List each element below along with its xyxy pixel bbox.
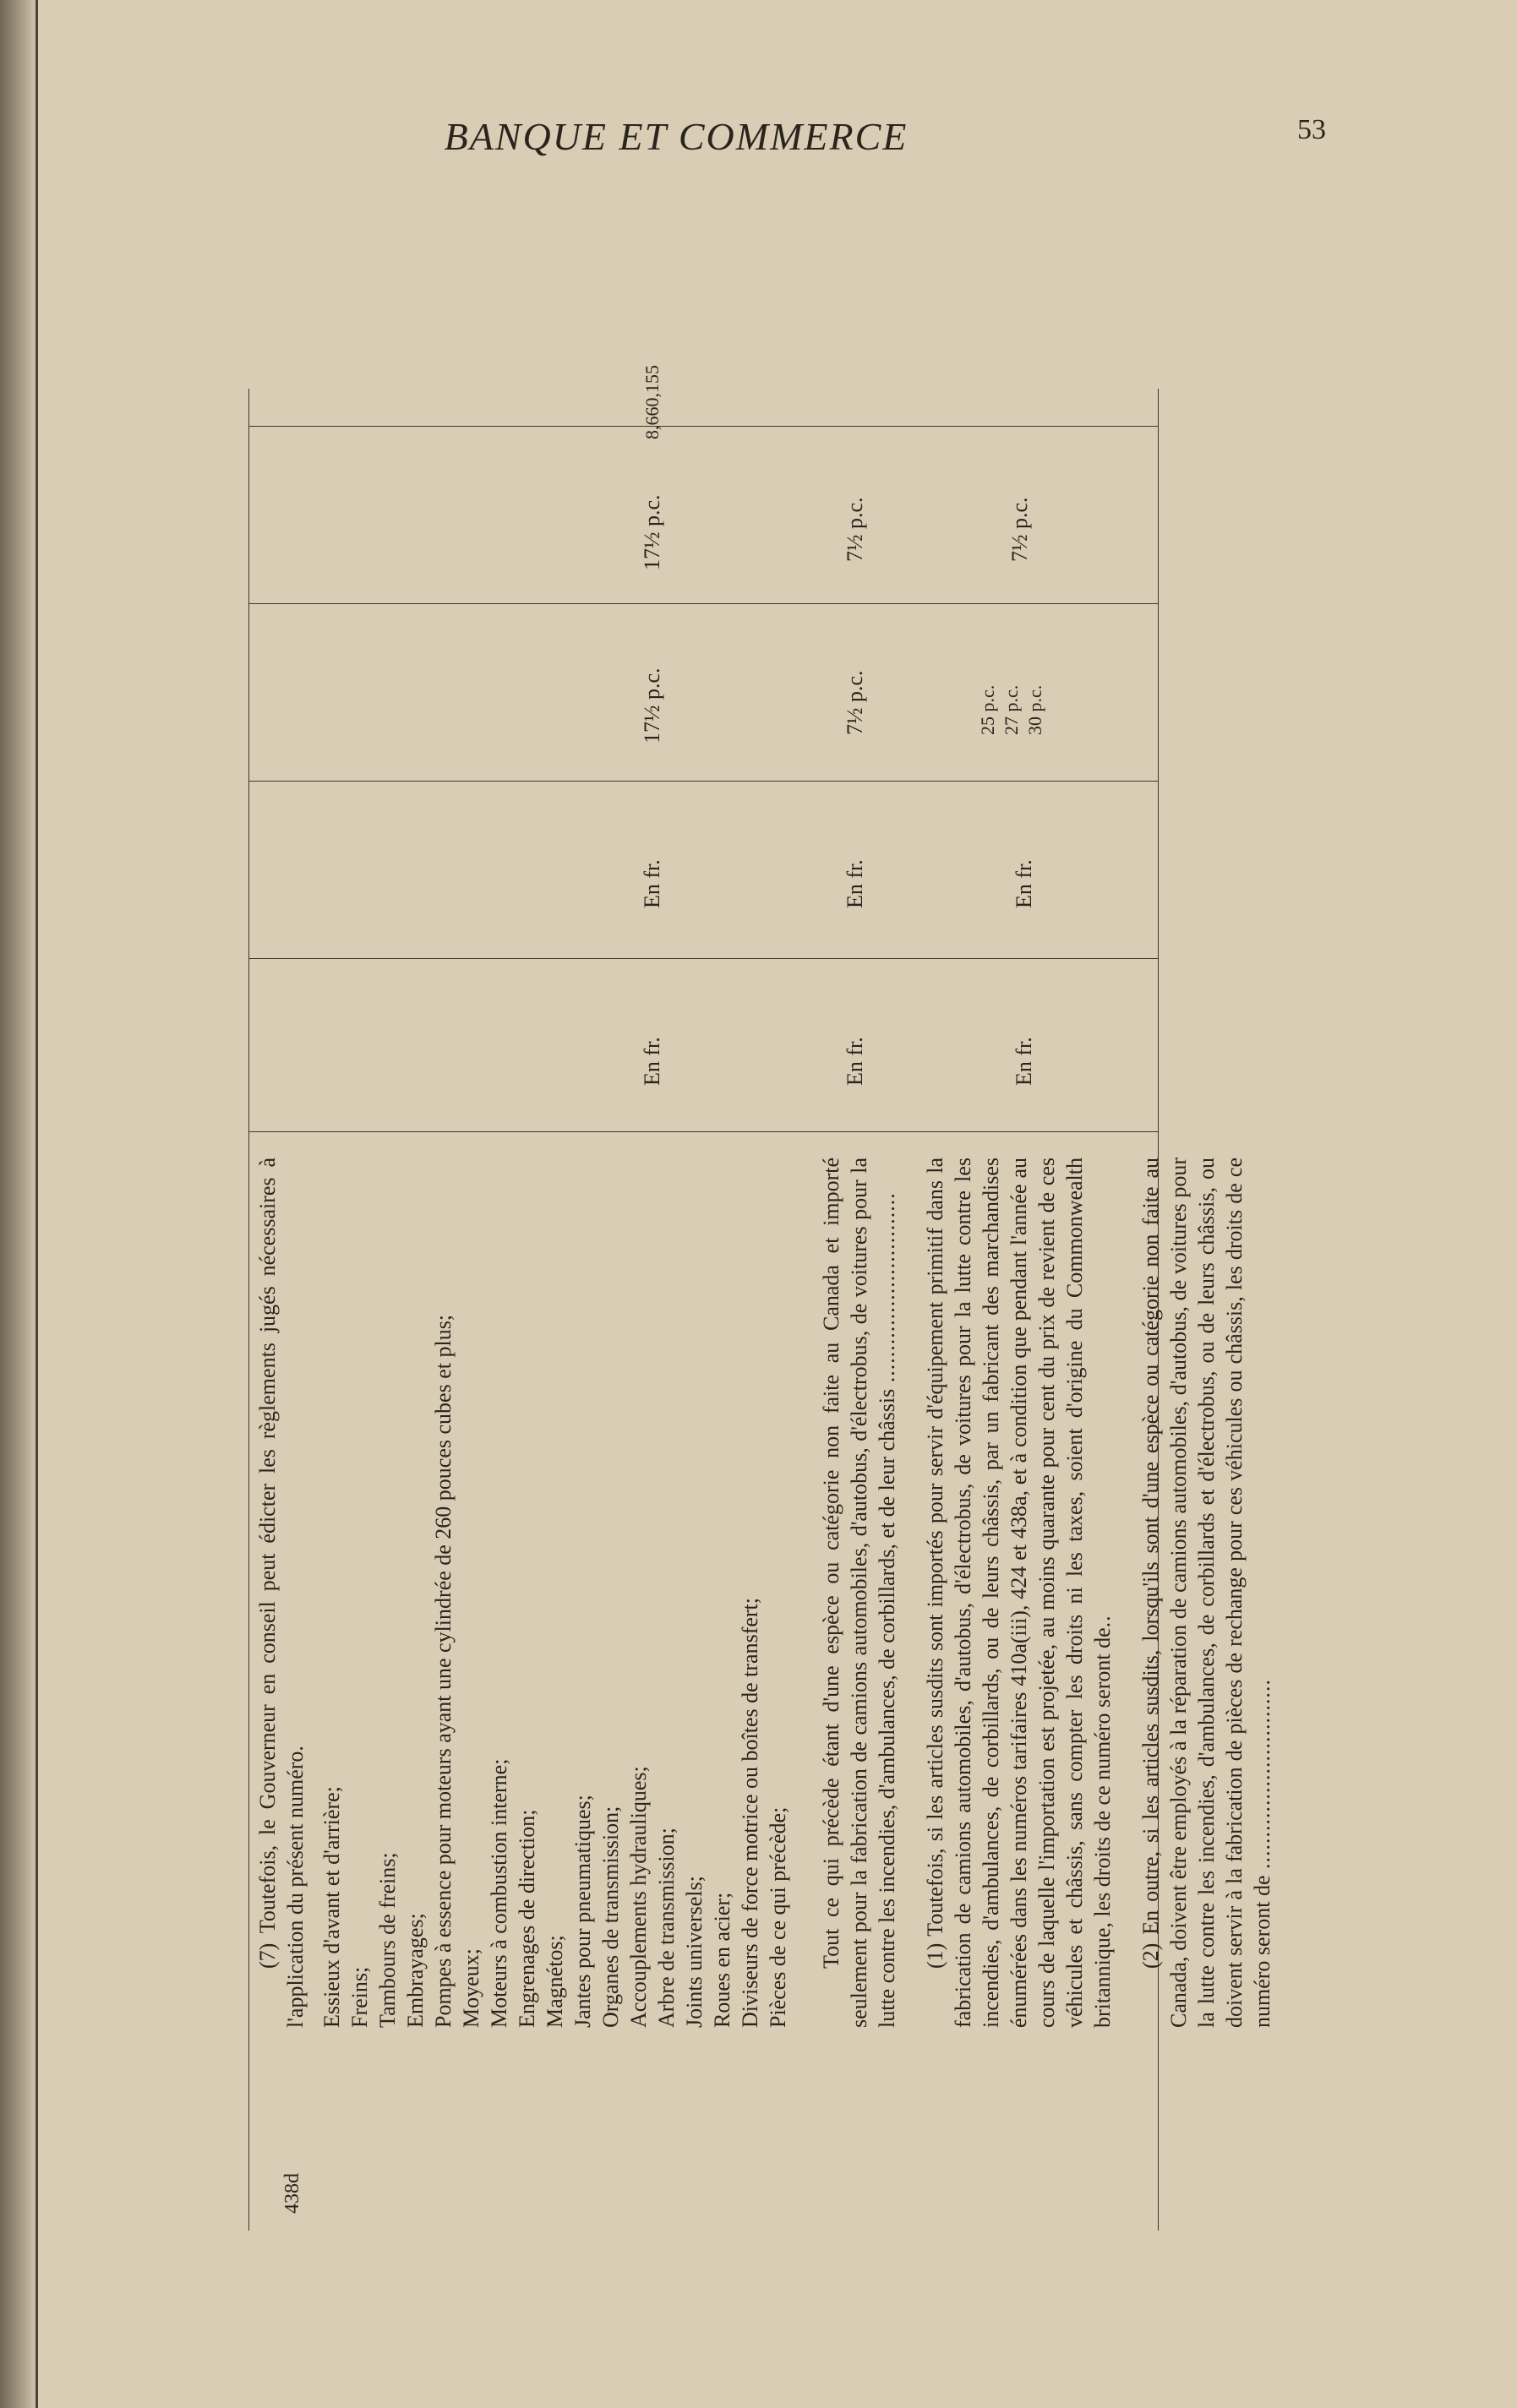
table-top-rule: [248, 389, 249, 2231]
column-rule-5: [248, 426, 1158, 427]
row1-col3-rate: 17½ p.c.: [640, 667, 664, 744]
list-item: Joints universels;: [682, 1876, 707, 2028]
row3-col4-rate: 7½ p.c.: [1007, 497, 1032, 562]
row1-col5-value: 8,660,155: [641, 365, 663, 439]
clause-main-text: Tout ce qui précède étant d'une espèce ou catégorie non faite au Canada et importé seulement pour la fabrication de camions automobiles, d'autobus, d'électrobus, de voitures pour la lutte contre les incendies, d'ambulances, de corbillards, et de leur châssis: [819, 1158, 899, 2028]
row1-col4-rate: 17½ p.c.: [640, 494, 664, 570]
page-header-title: BANQUE ET COMMERCE: [444, 115, 909, 158]
list-item: Diviseurs de force motrice ou boîtes de transfert;: [738, 1598, 762, 2028]
row3-col1-rate: En fr.: [1012, 1037, 1036, 1086]
list-item: Accouplements hydrauliques;: [626, 1766, 651, 2028]
list-item: Arbre de transmission;: [654, 1828, 679, 2028]
row2-col4-rate: 7½ p.c.: [843, 497, 867, 562]
row1-col1-rate: En fr.: [640, 1037, 664, 1086]
row3-col3-rate-c: 30 p.c.: [1024, 684, 1045, 735]
row3-col2-rate: En fr.: [1012, 859, 1036, 908]
list-item: Embrayages;: [403, 1913, 428, 2028]
list-item: Roues en acier;: [710, 1892, 734, 2028]
column-rule-1: [248, 1131, 1158, 1132]
page-number: 53: [1297, 114, 1326, 145]
clause-main: [817, 1158, 901, 2028]
column-rule-4: [248, 603, 1158, 604]
book-spine-shadow: [0, 0, 35, 2408]
leader-dots: ..............................: [875, 1192, 899, 1389]
row1-col2-rate: En fr.: [640, 859, 664, 908]
row2-col3-rate: 7½ p.c.: [843, 670, 867, 735]
list-item: Jantes pour pneumatiques;: [570, 1795, 595, 2028]
row3-col3-rate-b: 27 p.c.: [1001, 684, 1022, 735]
clause-1: [921, 1158, 1116, 2028]
row3-col3-rate-a: 25 p.c.: [977, 684, 998, 735]
list-item: Pièces de ce qui précède;: [766, 1806, 790, 2028]
row2-col1-rate: En fr.: [843, 1037, 867, 1086]
list-item: Pompes à essence pour moteurs ayant une cylindrée de 260 pouces cubes et plus;: [431, 1314, 456, 2028]
list-item: Engrenages de direction;: [515, 1809, 539, 2028]
tariff-description: [254, 1158, 1276, 2028]
clause-2: [1137, 1158, 1276, 2028]
leader-dots: ..: [1090, 1615, 1115, 1628]
row2-col2-rate: En fr.: [843, 859, 867, 908]
list-item: Essieux d'avant et d'arrière;: [319, 1786, 344, 2028]
column-rule-3: [248, 781, 1158, 782]
clause-2-text: (2) En outre, si les articles susdits, lorsqu'ils sont d'une espèce ou catégorie non faite au Canada, doivent être employés à la réparation de camions automobiles, d'autobus, de voitures pour la lutte contre les incendies, d'ambulances, de corbillards et d'électrobus, ou de leurs châssis, ou doivent servir à la fabrication de pièces de rechange pour ces véhicules ou châssis, les droits de ce numéro seront de: [1138, 1158, 1274, 2028]
regulation-clause: (7) Toutefois, le Gouverneur en conseil peut édicter les règlements jugés nécessaires à l'application du présent numéro.: [255, 1158, 308, 2028]
parts-list: [318, 1158, 792, 2028]
clause-1-text: (1) Toutefois, si les articles susdits sont importés pour servir d'équipement primitif dans la fabrication de camions automobiles, d'autobus, d'électrobus, de voitures pour la lutte contre les incendies, d'ambulances, de corbillards, ou de leurs châssis, par un fabricant des marchandises énumérées dans les numéros tarifaires 410a(iii), 424 et 438a, et à condition que pendant l'année au cours de laquelle l'importation est projetée, au moins quarante pour cent du prix de revient de ces véhicules et châssis, sans compter les droits ni les taxes, soient d'origine du Commonwealth britannique, les droits de ce numéro seront de: [923, 1158, 1115, 2028]
leader-dots: ..............................: [1250, 1678, 1274, 1876]
rotated-tariff-table: [211, 365, 1274, 2231]
list-item: Tambours de freins;: [375, 1852, 400, 2028]
list-item: Moyeux;: [459, 1948, 483, 2028]
spine-edge-line: [35, 0, 38, 2408]
list-item: Organes de transmission;: [598, 1806, 623, 2028]
column-rule-2: [248, 958, 1158, 959]
tariff-item-number: 438d: [281, 2173, 303, 2214]
list-item: Freins;: [347, 1966, 372, 2028]
list-item: Moteurs à combustion interne;: [487, 1758, 511, 2028]
list-item: Magnétos;: [543, 1935, 567, 2028]
